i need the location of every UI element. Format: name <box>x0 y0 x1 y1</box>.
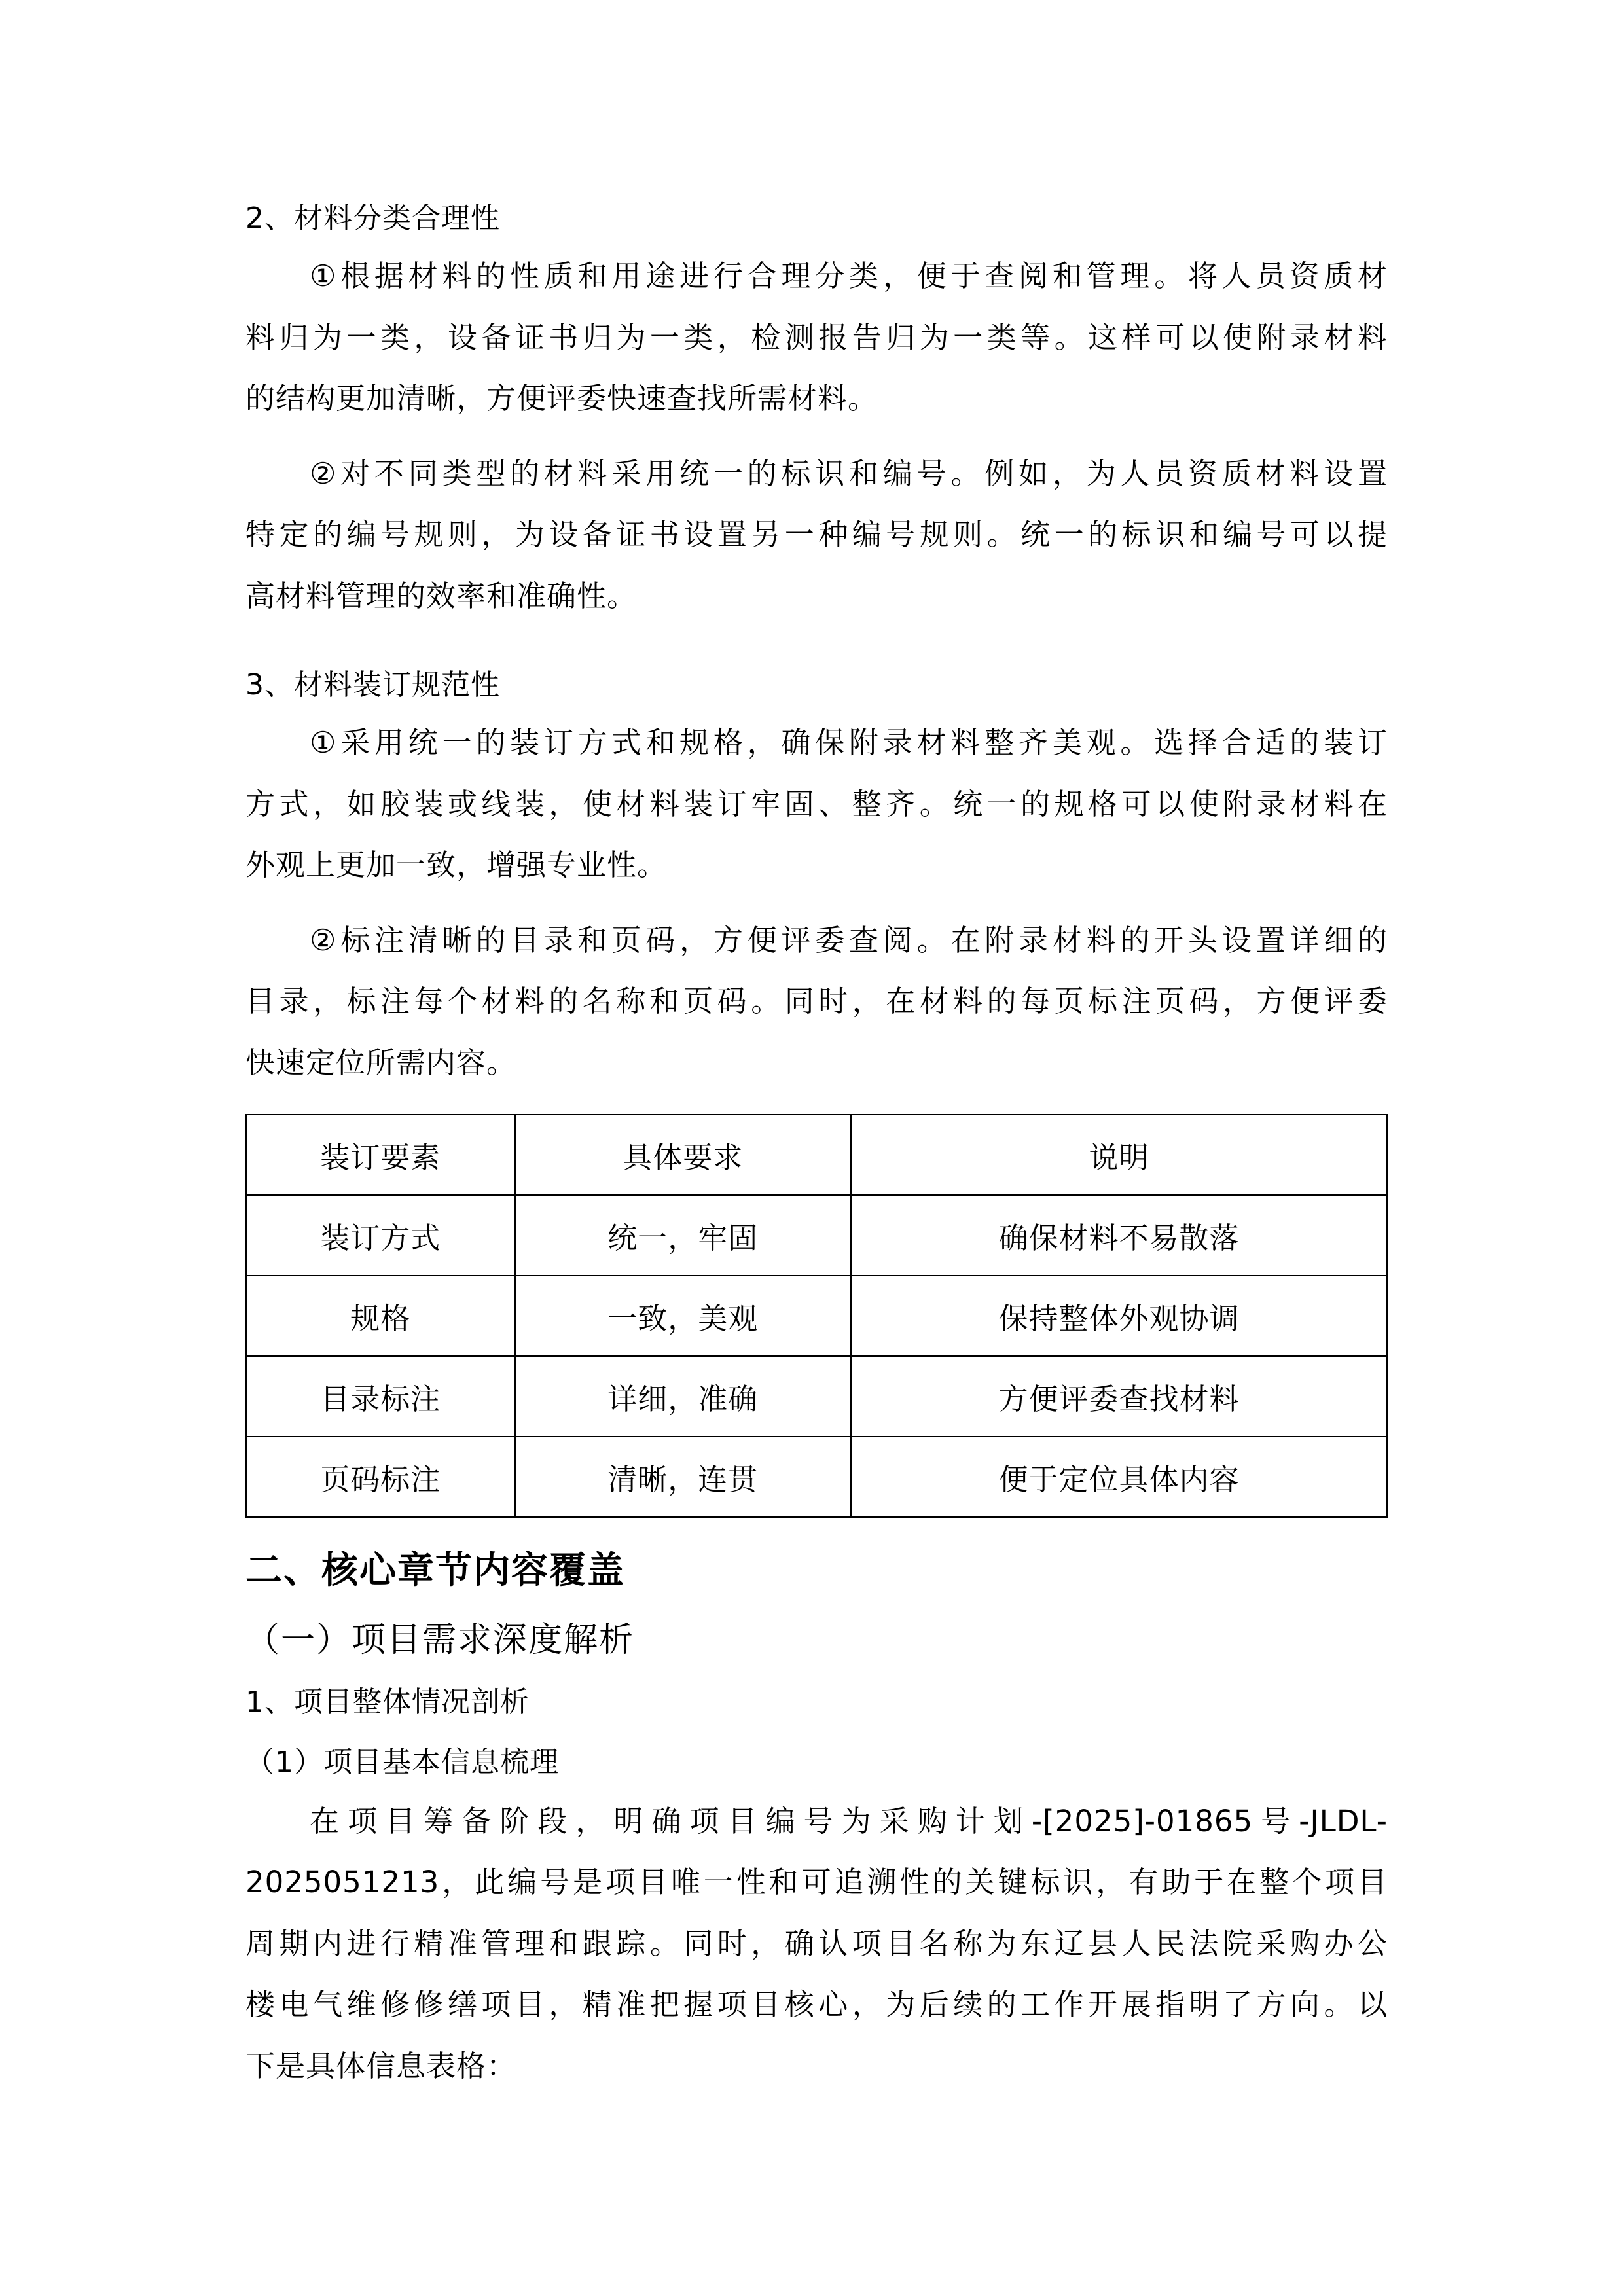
table-row <box>246 1195 1387 1276</box>
paragraph-line: 的结构更加清晰，方便评委快速查找所需材料。 <box>245 381 878 416</box>
table-header-row <box>246 1115 1387 1195</box>
paragraph-line: 高材料管理的效率和准确性。 <box>245 579 638 613</box>
paragraph-line: 楼电气维修修缮项目，精准把握项目核心，为后续的工作开展指明了方向。以 <box>245 1987 1388 2022</box>
paragraph-line: 在项目筹备阶段，明确项目编号为采购计划-[2025]-01865号-JLDL- <box>310 1804 1388 1839</box>
subchapter-heading: （一）项目需求深度解析 <box>245 1621 635 1660</box>
paragraph-line: 周期内进行精准管理和跟踪。同时，确认项目名称为东辽县人民法院采购办公 <box>245 1926 1388 1961</box>
paragraph-line: 下是具体信息表格： <box>245 2049 517 2083</box>
paragraph-line: 2025051213，此编号是项目唯一性和可追溯性的关键标识，有助于在整个项目 <box>245 1865 1388 1899</box>
table-cell: 便于定位具体内容 <box>851 1437 1387 1517</box>
section-title-classification: 2、材料分类合理性 <box>245 202 500 235</box>
chapter-heading: 二、核心章节内容覆盖 <box>245 1549 625 1592</box>
section-title-binding: 3、材料装订规范性 <box>245 668 500 702</box>
paragraph-line: 目录，标注每个材料的名称和页码。同时，在材料的每页标注页码，方便评委 <box>245 984 1388 1018</box>
paragraph-line: ①根据材料的性质和用途进行合理分类，便于查阅和管理。将人员资质材 <box>310 259 1388 293</box>
paragraph-line: 快速定位所需内容。 <box>245 1045 517 1080</box>
table-header-cell: 具体要求 <box>515 1115 851 1195</box>
table-cell: 保持整体外观协调 <box>851 1276 1387 1356</box>
table-cell: 页码标注 <box>246 1437 515 1517</box>
table-row <box>246 1437 1387 1517</box>
table-row <box>246 1276 1387 1356</box>
paragraph-line: ②标注清晰的目录和页码，方便评委查阅。在附录材料的开头设置详细的 <box>310 923 1388 958</box>
table-row <box>246 1356 1387 1437</box>
binding-requirements-table <box>245 1114 1388 1518</box>
table-cell: 规格 <box>246 1276 515 1356</box>
table-cell: 方便评委查找材料 <box>851 1356 1387 1437</box>
table-header-cell: 说明 <box>851 1115 1387 1195</box>
paragraph-line: ①采用统一的装订方式和规格，确保附录材料整齐美观。选择合适的装订 <box>310 725 1388 760</box>
table-cell: 装订方式 <box>246 1195 515 1276</box>
table-cell: 一致，美观 <box>515 1276 851 1356</box>
subsection-heading: （1）项目基本信息梳理 <box>245 1746 559 1779</box>
table-cell: 清晰，连贯 <box>515 1437 851 1517</box>
section-heading: 1、项目整体情况剖析 <box>245 1685 530 1719</box>
paragraph-line: ②对不同类型的材料采用统一的标识和编号。例如，为人员资质材料设置 <box>310 456 1388 491</box>
table-cell: 详细，准确 <box>515 1356 851 1437</box>
table-cell: 目录标注 <box>246 1356 515 1437</box>
table-cell: 确保材料不易散落 <box>851 1195 1387 1276</box>
paragraph-line: 方式，如胶装或线装，使材料装订牢固、整齐。统一的规格可以使附录材料在 <box>245 787 1388 821</box>
paragraph-line: 特定的编号规则，为设备证书设置另一种编号规则。统一的标识和编号可以提 <box>245 517 1388 552</box>
paragraph-line: 料归为一类，设备证书归为一类，检测报告归为一类等。这样可以使附录材料 <box>245 320 1388 355</box>
paragraph-line: 外观上更加一致，增强专业性。 <box>245 848 668 882</box>
table-header-cell: 装订要素 <box>246 1115 515 1195</box>
table-cell: 统一，牢固 <box>515 1195 851 1276</box>
